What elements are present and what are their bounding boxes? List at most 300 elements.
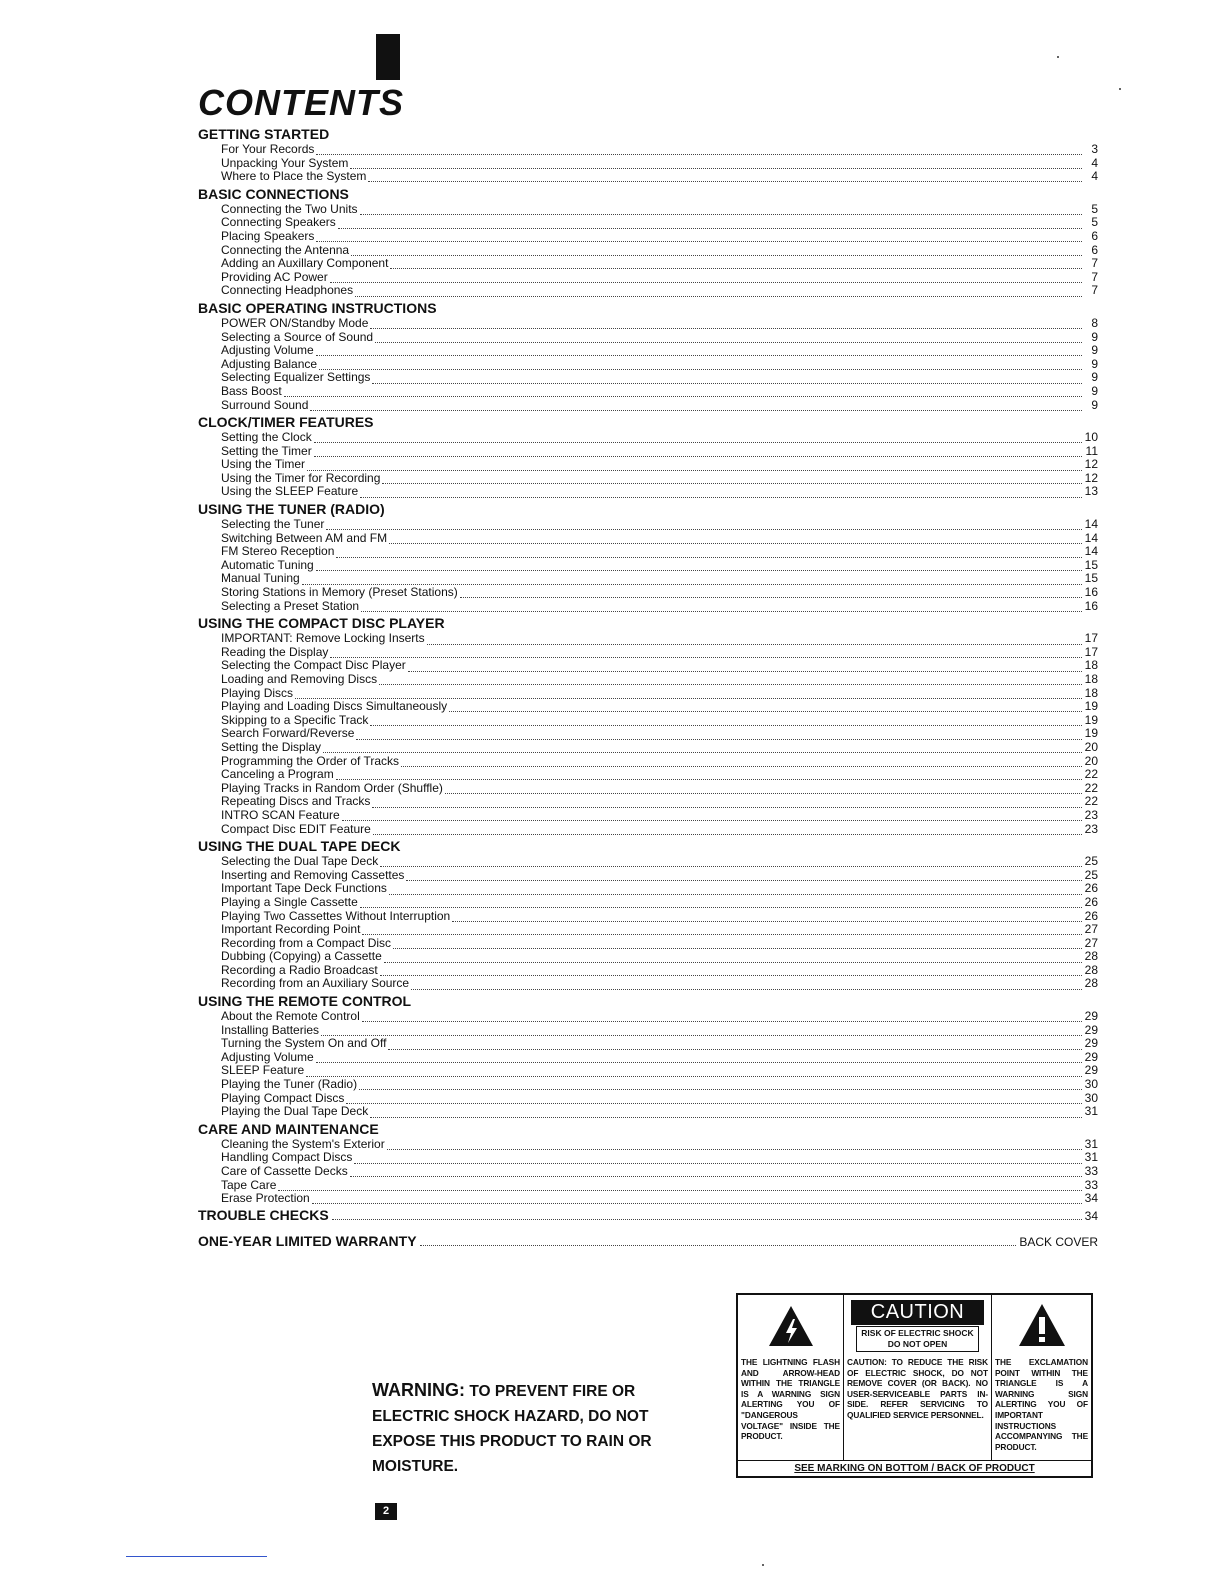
toc-leader-dots	[314, 434, 1082, 443]
toc-entry[interactable]	[198, 344, 1098, 358]
caution-footer: SEE MARKING ON BOTTOM / BACK OF PRODUCT	[738, 1460, 1091, 1476]
toc-entry-label: About the Remote Control	[221, 1009, 360, 1024]
toc-leader-dots	[316, 347, 1082, 356]
toc-leader-dots	[360, 489, 1082, 498]
toc-entry-label: Connecting Headphones	[221, 283, 354, 298]
toc-entry-label: Recording a Radio Broadcast	[221, 962, 378, 977]
toc-leader-dots	[393, 940, 1082, 949]
toc-entry-label: Dubbing (Copying) a Cassette	[221, 949, 382, 964]
caution-sub-line2: DO NOT OPEN	[887, 1339, 948, 1349]
toc-entry[interactable]	[198, 458, 1098, 472]
toc-entry[interactable]	[198, 1037, 1098, 1051]
toc-entry-label: Reading the Display	[221, 644, 329, 659]
toc-entry[interactable]	[198, 445, 1098, 459]
toc-leader-dots	[368, 173, 1082, 182]
toc-entry[interactable]	[198, 1092, 1098, 1106]
scan-speck	[762, 1564, 764, 1566]
toc-entry-label: Setting the Timer	[221, 443, 312, 458]
toc-entry-label: Using the SLEEP Feature	[221, 484, 359, 499]
toc-entry-label: Storing Stations in Memory (Preset Stations)	[221, 585, 458, 600]
toc-leader-dots	[351, 247, 1082, 256]
toc-entry-page: 19	[1084, 699, 1098, 714]
toc-entry-page: 13	[1084, 484, 1098, 499]
toc-entry-label: Providing AC Power	[221, 269, 328, 284]
toc-entry[interactable]	[198, 170, 1098, 184]
toc-entry-page: 7	[1091, 256, 1098, 271]
toc-entry[interactable]	[198, 755, 1098, 769]
toc-entry-page: 26	[1084, 881, 1098, 896]
caution-center-column	[844, 1295, 992, 1461]
toc-leader-dots	[354, 1155, 1082, 1164]
toc-entry[interactable]	[198, 659, 1098, 673]
toc-entry[interactable]	[198, 472, 1098, 486]
caution-sub-line1: RISK OF ELECTRIC SHOCK	[861, 1328, 974, 1338]
toc-entry-label: Cleaning the System's Exterior	[221, 1136, 385, 1151]
toc-entry-label: Repeating Discs and Tracks	[221, 794, 371, 809]
toc-entry-page: 29	[1084, 1009, 1098, 1024]
toc-entry-label: Canceling a Program	[221, 767, 334, 782]
toc-entry-page: 22	[1084, 780, 1098, 795]
toc-entry[interactable]	[198, 977, 1098, 991]
toc-entry-label: Search Forward/Reverse	[221, 726, 355, 741]
toc-entry[interactable]	[198, 646, 1098, 660]
toc-entry-page: 23	[1084, 807, 1098, 822]
header-bar-mark	[376, 34, 400, 80]
toc-leader-dots	[321, 1027, 1082, 1036]
toc-warranty-page: BACK COVER	[1019, 1234, 1098, 1249]
toc-leader-dots	[401, 758, 1082, 767]
toc-entry[interactable]	[198, 1192, 1098, 1206]
toc-entry-label: Skipping to a Specific Track	[221, 712, 369, 727]
toc-entry-page: 3	[1091, 142, 1098, 156]
toc-leader-dots	[316, 562, 1082, 571]
toc-warranty-label: ONE-YEAR LIMITED WARRANTY	[198, 1232, 417, 1249]
toc-leader-dots	[370, 320, 1082, 329]
toc-entry-label: Recording from a Compact Disc	[221, 935, 392, 950]
toc-entry[interactable]	[198, 964, 1098, 978]
toc-entry-label: Manual Tuning	[221, 571, 300, 586]
table-of-contents	[198, 124, 1098, 1250]
toc-entry[interactable]	[198, 331, 1098, 345]
toc-entry[interactable]	[198, 284, 1098, 298]
toc-leader-dots	[460, 589, 1082, 598]
toc-leader-dots	[319, 361, 1082, 370]
toc-leader-dots	[388, 1041, 1082, 1050]
caution-text: CAUTION: TO REDUCE THE RISK OF ELECTRIC SHOCK, DO NOT REMOVE COVER (OR BACK). NO USER-SERVICEABLE PARTS IN-SIDE. REFER SERVICING TO QUALIFIED SERVICE PERSONNEL.	[847, 1357, 988, 1420]
toc-entry-label: Playing the Dual Tape Deck	[221, 1104, 369, 1119]
toc-entry[interactable]	[198, 532, 1098, 546]
toc-leader-dots	[380, 858, 1082, 867]
toc-entry-label: Selecting a Preset Station	[221, 598, 360, 613]
toc-leader-dots	[306, 1068, 1082, 1077]
toc-entry-page: 8	[1091, 315, 1098, 330]
toc-entry-label: Selecting a Source of Sound	[221, 329, 374, 344]
toc-leader-dots	[406, 872, 1082, 881]
toc-entry-label: Turning the System On and Off	[221, 1036, 387, 1051]
toc-entry-page: 12	[1084, 457, 1098, 472]
toc-entry[interactable]	[198, 1064, 1098, 1078]
toc-entry-page: 10	[1084, 430, 1098, 445]
toc-entry-label: Selecting the Compact Disc Player	[221, 658, 406, 673]
toc-entry-page: 9	[1091, 383, 1098, 398]
toc-entry-page: 30	[1084, 1077, 1098, 1092]
toc-leader-dots	[449, 703, 1082, 712]
toc-leader-dots	[379, 676, 1082, 685]
toc-leader-dots	[380, 967, 1082, 976]
toc-section-heading: BASIC CONNECTIONS	[198, 185, 349, 202]
toc-warranty[interactable]	[198, 1232, 1098, 1250]
toc-entry[interactable]	[198, 559, 1098, 573]
toc-entry-label: INTRO SCAN Feature	[221, 807, 340, 822]
toc-entry-label: Important Recording Point	[221, 922, 361, 937]
toc-entry-label: Selecting the Dual Tape Deck	[221, 854, 379, 869]
toc-entry-page: 9	[1091, 356, 1098, 371]
toc-leader-dots	[342, 812, 1082, 821]
exclamation-warning-text: THE EXCLAMATION POINT WITHIN THE TRIANGLE IS A WARNING SIGN ALERTING YOU OF IMPORTANT INSTRUCTIONS ACCOMPANYING THE PRODUCT.	[995, 1357, 1088, 1452]
toc-entry-page: 17	[1084, 631, 1098, 646]
toc-leader-dots	[284, 388, 1082, 397]
lightning-triangle-icon	[768, 1305, 814, 1347]
page-number: 2	[375, 1503, 397, 1520]
toc-entry-label: Using the Timer for Recording	[221, 470, 381, 485]
toc-entry-page: 18	[1084, 685, 1098, 700]
toc-entry[interactable]	[198, 809, 1098, 823]
toc-entry-page: 19	[1084, 726, 1098, 741]
toc-leader-dots	[336, 549, 1082, 558]
toc-entry-page: 4	[1091, 155, 1098, 170]
toc-entry-page: 31	[1084, 1104, 1098, 1119]
toc-entry-page: 18	[1084, 672, 1098, 686]
toc-entry[interactable]	[198, 1138, 1098, 1152]
toc-section-heading: CLOCK/TIMER FEATURES	[198, 414, 374, 431]
toc-entry[interactable]	[198, 257, 1098, 271]
toc-entry[interactable]	[198, 869, 1098, 883]
toc-entry[interactable]	[198, 371, 1098, 385]
toc-entry-label: Placing Speakers	[221, 228, 315, 243]
toc-entry[interactable]	[198, 545, 1098, 559]
toc-leader-dots	[362, 926, 1082, 935]
toc-entry[interactable]	[198, 937, 1098, 951]
toc-leader-dots	[372, 799, 1082, 808]
toc-entry[interactable]	[198, 882, 1098, 896]
toc-entry-label: Compact Disc EDIT Feature	[221, 821, 371, 836]
toc-entry-page: 28	[1084, 976, 1098, 991]
toc-entry[interactable]	[198, 399, 1098, 413]
toc-leader-dots	[360, 899, 1082, 908]
toc-leader-dots	[408, 663, 1082, 672]
toc-entry-page: 6	[1091, 242, 1098, 257]
toc-leader-dots	[387, 1141, 1082, 1150]
toc-leader-dots	[332, 1210, 1082, 1220]
toc-entry[interactable]	[198, 1010, 1098, 1024]
toc-entry[interactable]	[198, 358, 1098, 372]
toc-leader-dots	[323, 744, 1082, 753]
toc-entry-label: Adjusting Volume	[221, 343, 314, 358]
toc-leader-dots	[330, 274, 1082, 283]
toc-entry[interactable]	[198, 244, 1098, 258]
toc-entry-label: Using the Timer	[221, 457, 306, 472]
toc-entry-label: Loading and Removing Discs	[221, 672, 378, 686]
toc-entry[interactable]	[198, 855, 1098, 869]
toc-entry-page: 29	[1084, 1049, 1098, 1064]
toc-leader-dots	[370, 717, 1082, 726]
toc-trouble-checks[interactable]	[198, 1206, 1098, 1224]
toc-trouble-checks-label: TROUBLE CHECKS	[198, 1206, 329, 1223]
toc-leader-dots	[360, 206, 1082, 215]
toc-leader-dots	[355, 288, 1082, 297]
toc-entry-label: Adjusting Balance	[221, 356, 318, 371]
toc-entry[interactable]	[198, 768, 1098, 782]
toc-entry-page: 20	[1084, 753, 1098, 768]
toc-entry[interactable]	[198, 518, 1098, 532]
toc-entry[interactable]	[198, 572, 1098, 586]
toc-section-heading: BASIC OPERATING INSTRUCTIONS	[198, 299, 437, 316]
bottom-rule	[126, 1556, 267, 1557]
toc-leader-dots	[350, 1168, 1082, 1177]
toc-entry-label: Important Tape Deck Functions	[221, 881, 387, 896]
toc-entry-page: 14	[1084, 544, 1098, 559]
toc-entry-page: 26	[1084, 894, 1098, 909]
toc-entry[interactable]	[198, 1024, 1098, 1038]
toc-entry[interactable]	[198, 143, 1098, 157]
toc-entry[interactable]	[198, 385, 1098, 399]
lightning-warning-text: THE LIGHTNING FLASH AND ARROW-HEAD WITHIN THE TRIANGLE IS A WARNING SIGN ALERTING YOU OF "DANGEROUS VOLTAGE" INSIDE THE PRODUCT.	[741, 1357, 840, 1442]
toc-entry-page: 18	[1084, 658, 1098, 673]
toc-entry-page: 31	[1084, 1136, 1098, 1151]
toc-entry-page: 29	[1084, 1063, 1098, 1078]
toc-leader-dots	[420, 1236, 1017, 1246]
toc-entry-label: For Your Records	[221, 142, 315, 156]
toc-entry[interactable]	[198, 910, 1098, 924]
toc-leader-dots	[370, 1109, 1082, 1118]
toc-entry[interactable]	[198, 741, 1098, 755]
toc-leader-dots	[338, 220, 1082, 229]
toc-entry[interactable]	[198, 1165, 1098, 1179]
toc-entry-page: 33	[1084, 1177, 1098, 1192]
toc-entry-page: 9	[1091, 397, 1098, 412]
toc-entry-label: Selecting the Tuner	[221, 517, 325, 532]
warning-text: TO PREVENT FIRE OR ELECTRIC SHOCK HAZARD, DO NOT EXPOSE THIS PRODUCT TO RAIN OR MOISTURE.	[372, 1383, 652, 1475]
toc-entry-label: POWER ON/Standby Mode	[221, 315, 369, 330]
toc-entry[interactable]	[198, 157, 1098, 171]
toc-leader-dots	[452, 913, 1082, 922]
toc-entry-page: 6	[1091, 228, 1098, 243]
toc-entry-page: 28	[1084, 962, 1098, 977]
toc-entry-page: 4	[1091, 169, 1098, 184]
toc-entry-label: Unpacking Your System	[221, 155, 349, 170]
toc-leader-dots	[389, 535, 1082, 544]
toc-entry[interactable]	[198, 795, 1098, 809]
toc-entry-label: Where to Place the System	[221, 169, 367, 184]
scan-speck	[1057, 56, 1059, 58]
toc-leader-dots	[362, 1013, 1082, 1022]
caution-heading: CAUTION	[851, 1300, 984, 1325]
toc-entry[interactable]	[198, 271, 1098, 285]
toc-leader-dots	[445, 785, 1082, 794]
caution-subheading	[856, 1326, 979, 1352]
toc-entry-page: 28	[1084, 949, 1098, 964]
toc-leader-dots	[307, 462, 1082, 471]
toc-entry-page: 9	[1091, 370, 1098, 385]
toc-entry-label: Connecting the Antenna	[221, 242, 350, 257]
toc-entry[interactable]	[198, 673, 1098, 687]
toc-entry-page: 25	[1084, 854, 1098, 869]
toc-entry-page: 27	[1084, 935, 1098, 950]
toc-leader-dots	[312, 1195, 1082, 1204]
toc-entry-label: Bass Boost	[221, 383, 282, 398]
toc-leader-dots	[361, 603, 1082, 612]
toc-entry-page: 9	[1091, 343, 1098, 358]
toc-entry-label: Care of Cassette Decks	[221, 1164, 348, 1178]
toc-entry-page: 15	[1084, 571, 1098, 586]
toc-entry[interactable]	[198, 1179, 1098, 1193]
toc-entry-label: Connecting the Two Units	[221, 201, 358, 216]
toc-trouble-checks-page: 34	[1084, 1208, 1098, 1223]
toc-entry-label: Playing Discs	[221, 685, 294, 700]
toc-entry-page: 26	[1084, 908, 1098, 923]
warning-notice	[372, 1378, 712, 1479]
toc-leader-dots	[359, 1081, 1082, 1090]
toc-leader-dots	[411, 981, 1082, 990]
toc-entry-page: 12	[1084, 470, 1098, 485]
toc-leader-dots	[316, 146, 1082, 155]
toc-entry-label: Tape Care	[221, 1177, 277, 1192]
toc-leader-dots	[384, 954, 1082, 963]
toc-entry-page: 22	[1084, 767, 1098, 782]
toc-entry[interactable]	[198, 1051, 1098, 1065]
toc-entry-label: Installing Batteries	[221, 1022, 320, 1037]
toc-entry[interactable]	[198, 700, 1098, 714]
toc-section-heading: USING THE DUAL TAPE DECK	[198, 838, 401, 855]
toc-leader-dots	[373, 826, 1082, 835]
toc-leader-dots	[336, 771, 1082, 780]
toc-section-heading: GETTING STARTED	[198, 126, 330, 142]
toc-entry[interactable]	[198, 586, 1098, 600]
toc-section-heading: CARE AND MAINTENANCE	[198, 1120, 379, 1137]
toc-entry-page: 30	[1084, 1090, 1098, 1105]
toc-entry[interactable]	[198, 923, 1098, 937]
toc-entry-label: Programming the Order of Tracks	[221, 753, 400, 768]
toc-entry-label: Automatic Tuning	[221, 557, 314, 572]
toc-entry-page: 34	[1084, 1191, 1098, 1206]
toc-section-heading: USING THE TUNER (RADIO)	[198, 501, 385, 518]
toc-entry-page: 7	[1091, 283, 1098, 298]
toc-entry-page: 29	[1084, 1022, 1098, 1037]
toc-entry-label: Setting the Clock	[221, 430, 312, 445]
toc-entry-page: 22	[1084, 794, 1098, 809]
toc-entry-page: 14	[1084, 530, 1098, 545]
toc-entry[interactable]	[198, 1105, 1098, 1119]
toc-entry[interactable]	[198, 714, 1098, 728]
scan-speck	[1119, 88, 1121, 90]
toc-leader-dots	[350, 160, 1082, 169]
toc-leader-dots	[316, 233, 1082, 242]
toc-entry-page: 29	[1084, 1036, 1098, 1051]
toc-entry-label: IMPORTANT: Remove Locking Inserts	[221, 631, 425, 646]
toc-spacer	[198, 1224, 1098, 1232]
caution-label-box	[736, 1293, 1093, 1478]
toc-entry[interactable]	[198, 485, 1098, 499]
toc-section-heading: USING THE COMPACT DISC PLAYER	[198, 615, 445, 632]
toc-entry[interactable]	[198, 632, 1098, 646]
toc-entry-label: Erase Protection	[221, 1191, 310, 1206]
toc-entry-label: Recording from an Auxiliary Source	[221, 976, 410, 991]
toc-entry[interactable]	[198, 431, 1098, 445]
toc-entry-page: 31	[1084, 1150, 1098, 1165]
toc-entry-page: 14	[1084, 517, 1098, 532]
toc-entry[interactable]	[198, 782, 1098, 796]
toc-leader-dots	[372, 375, 1082, 384]
toc-leader-dots	[310, 402, 1082, 411]
toc-entry-label: Handling Compact Discs	[221, 1150, 353, 1165]
toc-leader-dots	[427, 636, 1082, 645]
toc-entry-label: Playing Tracks in Random Order (Shuffle)	[221, 780, 443, 795]
toc-leader-dots	[390, 260, 1082, 269]
toc-leader-dots	[330, 649, 1082, 658]
toc-leader-dots	[326, 521, 1082, 530]
toc-entry-label: FM Stereo Reception	[221, 544, 335, 559]
toc-entry-page: 9	[1091, 329, 1098, 344]
toc-entry-page: 5	[1091, 215, 1098, 230]
toc-leader-dots	[346, 1095, 1082, 1104]
toc-entry-page: 11	[1085, 443, 1098, 458]
toc-entry-label: Playing Compact Discs	[221, 1090, 345, 1105]
toc-entry[interactable]	[198, 823, 1098, 837]
toc-entry-label: Surround Sound	[221, 397, 309, 412]
toc-entry-page: 5	[1091, 201, 1098, 216]
toc-entry[interactable]	[198, 687, 1098, 701]
toc-entry-page: 16	[1084, 585, 1098, 600]
toc-entry[interactable]	[198, 203, 1098, 217]
toc-entry[interactable]	[198, 1151, 1098, 1165]
toc-entry-label: Connecting Speakers	[221, 215, 336, 230]
toc-entry-page: 23	[1084, 821, 1098, 836]
toc-entry-label: Inserting and Removing Cassettes	[221, 867, 405, 882]
toc-entry-page: 27	[1084, 922, 1098, 937]
toc-entry[interactable]	[198, 600, 1098, 614]
toc-section-heading: USING THE REMOTE CONTROL	[198, 993, 412, 1010]
toc-leader-dots	[278, 1182, 1082, 1191]
toc-entry[interactable]	[198, 1078, 1098, 1092]
toc-leader-dots	[316, 1054, 1082, 1063]
toc-entry-label: Setting the Display	[221, 739, 322, 754]
toc-leader-dots	[295, 690, 1082, 699]
toc-entry-label: Playing and Loading Discs Simultaneously	[221, 699, 448, 714]
toc-entry-label: Playing the Tuner (Radio)	[221, 1077, 358, 1092]
toc-entry[interactable]	[198, 230, 1098, 244]
toc-entry[interactable]	[198, 216, 1098, 230]
toc-entry-page: 33	[1084, 1164, 1098, 1178]
toc-entry[interactable]	[198, 896, 1098, 910]
page-title: CONTENTS	[198, 82, 404, 123]
toc-leader-dots	[302, 576, 1082, 585]
toc-entry-page: 7	[1091, 269, 1098, 284]
toc-entry[interactable]	[198, 317, 1098, 331]
toc-entry-page: 25	[1084, 867, 1098, 882]
toc-leader-dots	[314, 448, 1082, 457]
toc-leader-dots	[356, 731, 1082, 740]
toc-leader-dots	[375, 334, 1082, 343]
toc-entry-label: Playing Two Cassettes Without Interruption	[221, 908, 451, 923]
toc-entry-label: Adjusting Volume	[221, 1049, 314, 1064]
toc-entry[interactable]	[198, 727, 1098, 741]
toc-entry[interactable]	[198, 950, 1098, 964]
toc-entry-page: 17	[1084, 644, 1098, 659]
toc-entry-label: Playing a Single Cassette	[221, 894, 358, 909]
toc-entry-page: 16	[1084, 598, 1098, 613]
exclamation-triangle-icon	[1018, 1303, 1066, 1347]
warning-heading: WARNING:	[372, 1380, 465, 1400]
